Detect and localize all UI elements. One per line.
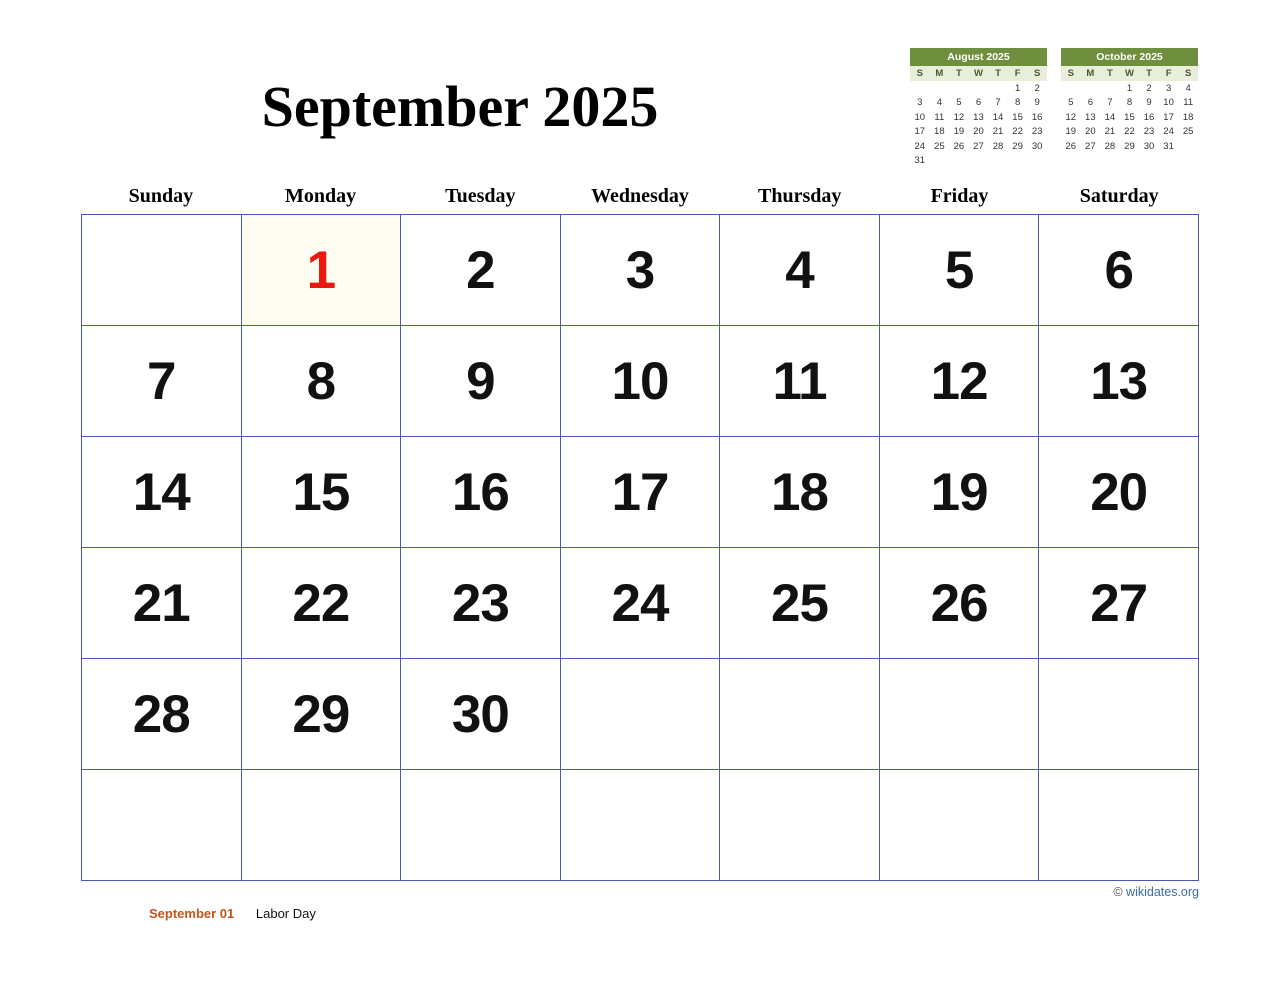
mini-day: 18 [1182, 111, 1194, 123]
mini-day: 4 [936, 97, 942, 108]
mini-day: 10 [1163, 97, 1174, 108]
day-number: 12 [930, 351, 988, 411]
day-number: 19 [930, 462, 988, 522]
mini-day [1159, 154, 1179, 159]
mini-day: 21 [992, 126, 1004, 137]
mini-day: 17 [914, 126, 926, 137]
day-number: 24 [611, 573, 669, 633]
calendar-day-cell[interactable] [82, 215, 242, 326]
mini-day [969, 81, 989, 96]
mini-day [1100, 154, 1120, 159]
mini-day: 22 [1124, 126, 1135, 137]
mini-dow-row [1061, 66, 1198, 81]
mini-day [969, 154, 989, 169]
calendar-day-cell[interactable] [879, 326, 1039, 437]
mini-day [949, 81, 969, 96]
calendar-day-cell[interactable] [720, 437, 880, 548]
day-number: 20 [1090, 462, 1148, 522]
calendar-grid [81, 214, 1199, 881]
day-number: 15 [292, 462, 350, 522]
mini-months [910, 48, 1198, 168]
mini-day: 23 [1031, 126, 1043, 137]
mini-month-next [1061, 48, 1198, 168]
mini-day [910, 81, 930, 96]
mini-day: 1 [1014, 82, 1021, 94]
mini-day [1061, 154, 1081, 159]
mini-dow: S [910, 66, 930, 81]
mini-dow: M [1081, 66, 1101, 81]
mini-dow: T [1100, 66, 1120, 81]
mini-day: 12 [953, 111, 965, 123]
day-number: 8 [306, 351, 336, 411]
calendar-day-cell[interactable] [241, 548, 401, 659]
day-number: 14 [132, 462, 190, 522]
day-number: 2 [466, 240, 495, 300]
day-number: 3 [625, 240, 655, 300]
calendar-day-cell[interactable] [241, 437, 401, 548]
calendar-day-cell[interactable] [560, 215, 720, 326]
weekday-header-sunday: Sunday [128, 185, 194, 207]
calendar-day-cell[interactable] [720, 215, 880, 326]
mini-day: 6 [975, 97, 982, 108]
day-number: 6 [1104, 240, 1133, 300]
mini-day [930, 154, 950, 169]
mini-dow: T [988, 66, 1008, 81]
calendar-day-cell[interactable] [241, 659, 401, 770]
mini-dow: W [969, 66, 989, 81]
weekday-header-friday: Friday [930, 185, 989, 207]
calendar-day-cell[interactable] [1039, 437, 1199, 548]
mini-day: 7 [1107, 97, 1113, 108]
calendar-day-cell[interactable] [401, 326, 561, 437]
mini-week-row [910, 81, 1047, 96]
day-number: 4 [785, 240, 814, 300]
calendar-day-cell[interactable] [82, 326, 242, 437]
calendar-day-cell[interactable] [82, 437, 242, 548]
mini-day: 10 [914, 111, 926, 123]
mini-day [1120, 154, 1140, 159]
mini-day: 2 [1034, 82, 1040, 94]
calendar-day-cell-today[interactable] [241, 215, 401, 326]
calendar-day-cell[interactable] [241, 770, 401, 881]
site-credit-label: wikidates.org [1126, 885, 1199, 899]
mini-day: 23 [1143, 126, 1155, 137]
calendar-week-row [82, 326, 1199, 437]
holiday-date: September 01 [149, 906, 235, 921]
mini-day: 28 [1104, 140, 1116, 152]
mini-day: 3 [1165, 82, 1172, 94]
mini-day: 24 [1163, 126, 1174, 137]
mini-week-row [910, 125, 1047, 140]
calendar-day-cell[interactable] [82, 659, 242, 770]
mini-day: 8 [1126, 97, 1133, 108]
mini-week-row [910, 154, 1047, 169]
mini-day: 13 [973, 111, 984, 123]
page-title: September 2025 [261, 74, 659, 139]
mini-dow-row [910, 66, 1047, 81]
calendar-week-row [82, 770, 1199, 881]
mini-day [1100, 81, 1120, 96]
mini-day [1139, 154, 1159, 159]
mini-day: 29 [1012, 140, 1023, 152]
weekday-header-row [81, 185, 1199, 214]
mini-day: 31 [914, 155, 926, 166]
calendar-day-cell[interactable] [401, 659, 561, 770]
mini-day: 13 [1085, 111, 1096, 123]
day-number: 13 [1090, 351, 1148, 411]
calendar-day-cell[interactable] [1039, 659, 1199, 770]
mini-dow: F [1008, 66, 1028, 81]
mini-month-previous [910, 48, 1047, 168]
calendar-day-cell[interactable] [879, 770, 1039, 881]
mini-day: 18 [934, 126, 945, 137]
mini-week-row [1061, 81, 1198, 96]
mini-day [988, 81, 1008, 96]
calendar-day-cell[interactable] [401, 437, 561, 548]
mini-day: 20 [973, 126, 984, 137]
mini-dow: W [1120, 66, 1140, 81]
mini-day: 16 [1143, 111, 1155, 123]
calendar-day-cell[interactable] [720, 326, 880, 437]
calendar-day-cell[interactable] [560, 659, 720, 770]
calendar-day-cell[interactable] [720, 548, 880, 659]
day-number: 10 [611, 351, 669, 411]
calendar-header [0, 0, 1280, 185]
calendar-day-cell[interactable] [879, 548, 1039, 659]
mini-day: 16 [1031, 111, 1043, 123]
day-number: 7 [147, 351, 176, 411]
day-number: 26 [930, 573, 988, 633]
mini-day: 30 [1031, 140, 1043, 152]
mini-day: 14 [1104, 111, 1116, 123]
mini-day: 9 [1146, 97, 1152, 108]
mini-day: 3 [917, 97, 923, 108]
day-number: 11 [772, 351, 827, 411]
weekday-header-tuesday: Tuesday [445, 185, 516, 207]
mini-day: 20 [1085, 126, 1096, 137]
calendar-day-cell[interactable] [879, 659, 1039, 770]
mini-month-grid [910, 66, 1047, 168]
mini-dow: S [1027, 66, 1047, 81]
mini-day: 26 [953, 140, 965, 152]
mini-week-row [910, 110, 1047, 125]
weekday-header-thursday: Thursday [758, 185, 842, 207]
mini-day: 21 [1104, 126, 1116, 137]
mini-day: 14 [992, 111, 1004, 123]
calendar-day-cell[interactable] [879, 437, 1039, 548]
mini-day [930, 81, 950, 96]
mini-day: 29 [1124, 140, 1135, 152]
mini-week-row [910, 139, 1047, 154]
day-number: 18 [771, 462, 828, 522]
mini-month-title: August 2025 [910, 48, 1047, 66]
mini-day [1178, 139, 1198, 154]
calendar-week-row [82, 215, 1199, 326]
calendar-day-cell[interactable] [560, 770, 720, 881]
day-number: 25 [771, 573, 828, 633]
day-number: 5 [944, 240, 974, 300]
mini-week-row [1061, 139, 1198, 154]
calendar-day-cell[interactable] [560, 437, 720, 548]
mini-day: 31 [1163, 140, 1174, 152]
mini-day: 28 [992, 140, 1004, 152]
calendar-footer [81, 881, 1199, 941]
mini-month-title: October 2025 [1061, 48, 1198, 66]
mini-month-grid [1061, 66, 1198, 159]
mini-day: 5 [956, 97, 962, 108]
weekday-header-monday: Monday [285, 185, 357, 207]
mini-day: 15 [1124, 111, 1135, 123]
day-number: 22 [292, 573, 350, 633]
calendar-day-cell[interactable] [1039, 770, 1199, 881]
mini-day: 8 [1014, 97, 1021, 108]
mini-day: 9 [1034, 97, 1040, 108]
mini-day: 11 [934, 111, 945, 123]
mini-day [1081, 81, 1101, 96]
mini-day: 11 [1183, 97, 1194, 108]
mini-day: 26 [1065, 140, 1077, 152]
day-number: 9 [466, 351, 495, 411]
mini-week-row [1061, 154, 1198, 159]
mini-day: 6 [1087, 97, 1093, 108]
calendar-week-row [82, 437, 1199, 548]
calendar-day-cell[interactable] [401, 548, 561, 659]
copyright-icon: © [1113, 885, 1123, 899]
mini-day [949, 154, 969, 169]
site-credit[interactable] [1113, 885, 1199, 899]
calendar-day-cell[interactable] [560, 326, 720, 437]
mini-day: 5 [1068, 97, 1074, 108]
holiday-list-item [149, 906, 316, 921]
mini-day: 17 [1163, 111, 1174, 123]
mini-day: 12 [1065, 111, 1077, 123]
mini-day: 25 [1182, 126, 1194, 137]
mini-day: 27 [1085, 140, 1096, 152]
day-number: 21 [132, 573, 190, 633]
calendar-day-cell[interactable] [241, 326, 401, 437]
mini-week-row [910, 96, 1047, 111]
calendar-day-cell[interactable] [82, 770, 242, 881]
mini-dow: S [1178, 66, 1198, 81]
mini-week-row [1061, 96, 1198, 111]
mini-day [1061, 81, 1081, 96]
mini-day: 2 [1146, 82, 1152, 94]
mini-day: 24 [914, 140, 926, 152]
mini-week-row [1061, 110, 1198, 125]
mini-day: 19 [1065, 126, 1077, 137]
mini-dow: S [1061, 66, 1081, 81]
day-number: 28 [132, 684, 190, 744]
weekday-header-wednesday: Wednesday [591, 185, 689, 207]
mini-day: 4 [1185, 82, 1191, 94]
mini-day: 15 [1012, 111, 1023, 123]
mini-day: 25 [934, 140, 945, 152]
weekday-header-saturday: Saturday [1079, 185, 1159, 207]
mini-dow: T [949, 66, 969, 81]
mini-day [1027, 154, 1047, 169]
day-number: 27 [1090, 573, 1148, 633]
day-number: 16 [451, 462, 509, 522]
calendar-day-cell[interactable] [879, 215, 1039, 326]
mini-day [1081, 154, 1101, 159]
mini-week-row [1061, 125, 1198, 140]
mini-day: 19 [953, 126, 965, 137]
mini-day [1178, 154, 1198, 159]
calendar-day-cell[interactable] [1039, 548, 1199, 659]
mini-day: 7 [995, 97, 1001, 108]
mini-day: 22 [1012, 126, 1023, 137]
calendar-day-cell[interactable] [401, 215, 561, 326]
calendar-day-cell[interactable] [401, 770, 561, 881]
mini-dow: T [1139, 66, 1159, 81]
calendar-week-row [82, 548, 1199, 659]
mini-day: 1 [1126, 82, 1133, 94]
calendar-week-row [82, 659, 1199, 770]
day-number: 17 [611, 462, 669, 522]
calendar-day-cell[interactable] [82, 548, 242, 659]
calendar-day-cell[interactable] [720, 659, 880, 770]
calendar-day-cell[interactable] [560, 548, 720, 659]
mini-day [1008, 154, 1028, 169]
day-number: 30 [451, 684, 509, 744]
mini-dow: M [930, 66, 950, 81]
holiday-name: Labor Day [255, 906, 316, 921]
mini-day: 27 [973, 140, 984, 152]
calendar-day-cell[interactable] [1039, 326, 1199, 437]
calendar-day-cell[interactable] [1039, 215, 1199, 326]
day-number: 23 [451, 573, 509, 633]
mini-day [988, 154, 1008, 169]
mini-day: 30 [1143, 140, 1155, 152]
calendar-day-cell[interactable] [720, 770, 880, 881]
day-number: 29 [292, 684, 350, 744]
day-number: 1 [306, 240, 336, 300]
mini-dow: F [1159, 66, 1179, 81]
